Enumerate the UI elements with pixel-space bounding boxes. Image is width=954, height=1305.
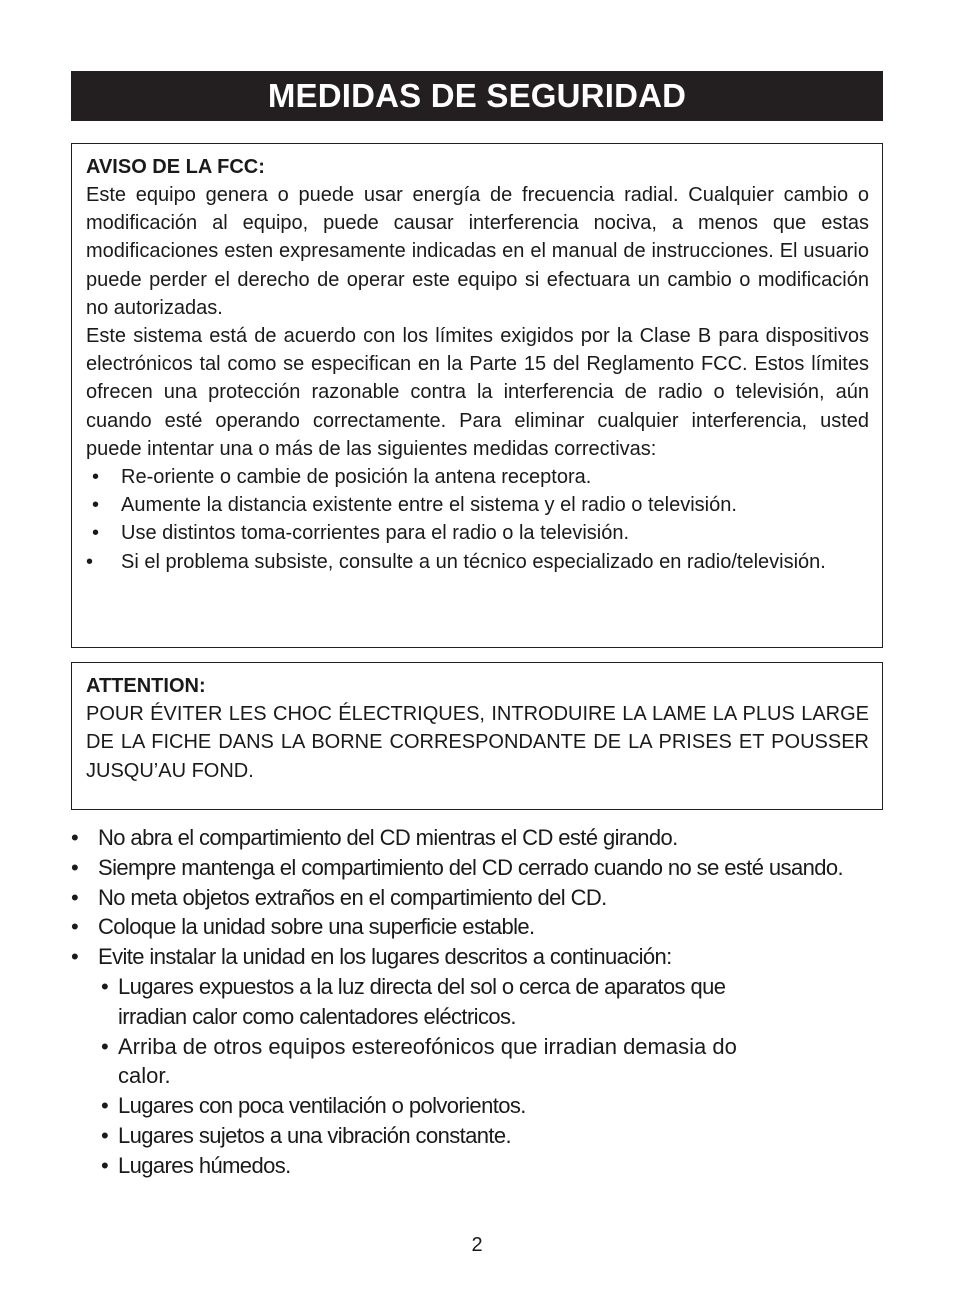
page-title: MEDIDAS DE SEGURIDAD xyxy=(71,71,883,121)
bullet-icon: • xyxy=(101,973,109,999)
list-item xyxy=(86,519,869,547)
list-item xyxy=(71,853,883,883)
list-item xyxy=(86,463,869,491)
bullet-icon: • xyxy=(71,914,79,940)
list-item-text: Evite instalar la unidad en los lugares descritos a continuación: xyxy=(98,944,672,970)
list-item xyxy=(98,972,883,1032)
list-item-text: Arriba de otros equipos estereofónicos que irradian demasia do calor. xyxy=(118,1033,737,1089)
locations-list xyxy=(98,972,883,1181)
attention-notice-box xyxy=(71,662,883,810)
bullet-icon: • xyxy=(86,550,94,573)
page-number: 2 xyxy=(471,1234,483,1256)
fcc-notice-box xyxy=(71,143,883,648)
attention-heading: ATTENTION: xyxy=(86,675,206,697)
bullet-icon: • xyxy=(92,466,100,489)
list-item xyxy=(71,912,883,942)
list-item-text: Lugares con poca ventilación o polvorientos. xyxy=(118,1093,526,1119)
bullet-icon: • xyxy=(71,854,79,880)
list-item xyxy=(71,823,883,853)
bullet-icon: • xyxy=(101,1093,109,1119)
list-item xyxy=(98,1091,883,1121)
bullet-icon: • xyxy=(71,825,79,850)
bullet-icon: • xyxy=(101,1122,109,1148)
fcc-heading: AVISO DE LA FCC: xyxy=(86,156,265,178)
bullet-icon: • xyxy=(71,944,79,970)
list-item xyxy=(98,1121,883,1151)
fcc-paragraph-1: Este equipo genera o puede usar energía de frecuencia radial. Cualquier cambio o modificación al equipo, puede causar interferencia nociva, a menos que estas modificaciones esten expresamente indicadas en el manual de instrucciones. El usuario puede perder el derecho de operar este equipo si efectuara un cambio o modificación no autorizadas. xyxy=(86,184,869,319)
list-item-text: Use distintos toma-corrientes para el radio o la televisión. xyxy=(121,522,630,545)
list-item xyxy=(86,548,869,576)
list-item-text: Lugares húmedos. xyxy=(118,1152,291,1178)
bullet-icon: • xyxy=(92,494,100,517)
bullet-icon: • xyxy=(92,522,100,545)
fcc-corrective-list xyxy=(86,463,869,576)
list-item-text: No meta objetos extraños en el compartimiento del CD. xyxy=(98,884,607,910)
list-item xyxy=(98,1032,883,1092)
bullet-icon: • xyxy=(71,884,79,910)
list-item-text: Aumente la distancia existente entre el sistema y el radio o televisión. xyxy=(121,494,737,517)
bullet-icon: • xyxy=(101,1152,109,1178)
list-item-text: Lugares expuestos a la luz directa del sol o cerca de aparatos que irradian calor como calentadores eléctricos. xyxy=(118,973,726,1029)
list-item-text: Coloque la unidad sobre una superficie estable. xyxy=(98,914,535,940)
precautions-list xyxy=(71,823,883,1181)
list-item xyxy=(71,942,883,1180)
list-item-text: Re-oriente o cambie de posición la antena receptora. xyxy=(121,466,592,489)
list-item-text: Si el problema subsiste, consulte a un técnico especializado en radio/televisión. xyxy=(121,550,826,573)
list-item-text: No abra el compartimiento del CD mientras el CD esté girando. xyxy=(98,825,678,850)
list-item-text: Lugares sujetos a una vibración constante. xyxy=(118,1122,512,1148)
list-item xyxy=(86,491,869,519)
fcc-paragraph-2: Este sistema está de acuerdo con los límites exigidos por la Clase B para dispositivos electrónicos tal como se especifican en la Parte 15 del Reglamento FCC. Estos límites ofrecen una protección razonable contra la interferencia de radio o televisión, aún cuando esté operando correctamente. Para eliminar cualquier interferencia, usted puede intentar una o más de las siguientes medidas correctivas: xyxy=(86,325,869,460)
list-item xyxy=(98,1151,883,1181)
list-item-text: Siempre mantenga el compartimiento del CD cerrado cuando no se esté usando. xyxy=(98,854,844,880)
bullet-icon: • xyxy=(101,1033,109,1059)
attention-text: POUR ÉVITER LES CHOC ÉLECTRIQUES, INTRODUIRE LA LAME LA PLUS LARGE DE LA FICHE DANS LA BORNE CORRESPONDANTE DE LA PRISES ET POUSSER JUSQU’AU FOND. xyxy=(86,703,869,782)
list-item xyxy=(71,883,883,913)
